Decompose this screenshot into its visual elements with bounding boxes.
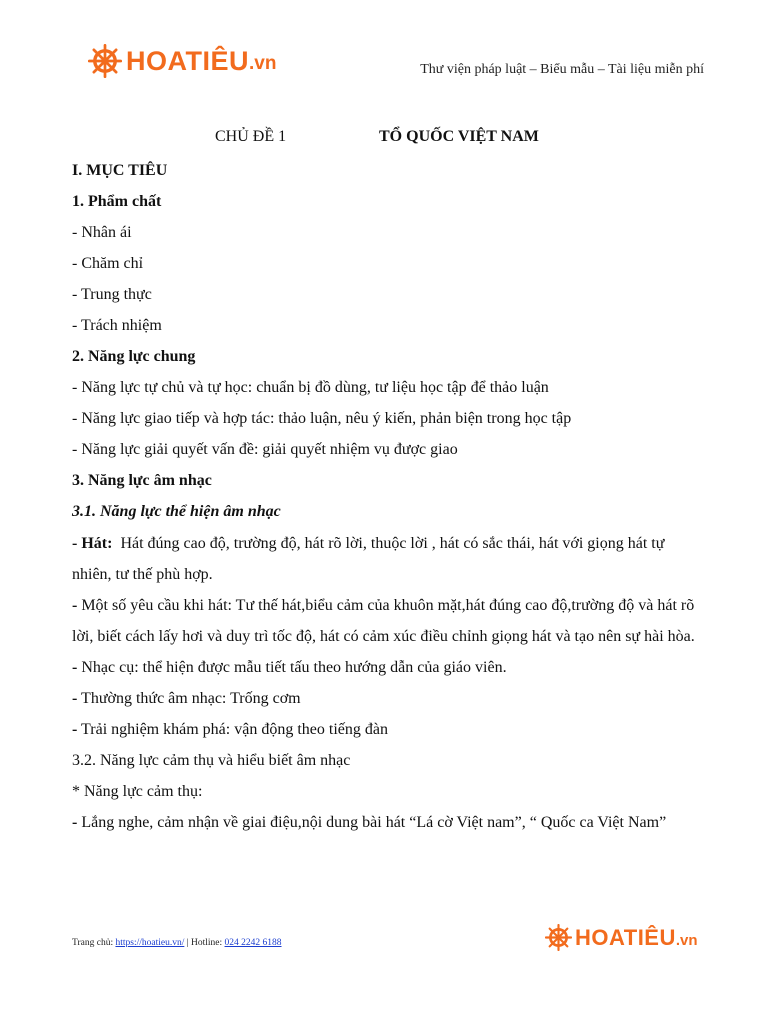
- paragraph: * Năng lực cảm thụ:: [72, 783, 203, 800]
- paragraph: [72, 714, 702, 745]
- homepage-link[interactable]: https://hoatieu.vn/: [115, 938, 185, 948]
- hoatieu-logo-header[interactable]: [88, 44, 276, 78]
- paragraph-label: -: [72, 659, 78, 676]
- paragraph-label: -: [72, 690, 78, 707]
- ship-wheel-icon: [545, 924, 572, 951]
- document-body: [72, 160, 702, 842]
- subsection-heading: 3. Năng lực âm nhạc: [72, 472, 212, 489]
- paragraph: [72, 807, 702, 838]
- subsection-heading: 2. Năng lực chung: [72, 348, 196, 365]
- list-item: - Năng lực giải quyết vấn đề: giải quyết nhiệm vụ được giao: [72, 441, 458, 458]
- paragraph: 3.2. Năng lực cảm thụ và hiểu biết âm nhạc: [72, 752, 351, 769]
- logo-wordmark: HOATIÊU: [575, 924, 676, 950]
- list-item: - Nhân ái: [72, 224, 132, 241]
- paragraph: [72, 528, 702, 590]
- hoatieu-logo-footer[interactable]: [545, 924, 698, 951]
- topic-number: CHỦ ĐỀ 1: [215, 128, 287, 145]
- paragraph-text: Hát đúng cao độ, trường độ, hát rõ lời, thuộc lời , hát có sắc thái, hát với giọng hát tự nhiên, tư thế phù hợp.: [72, 535, 665, 583]
- topic-title: TỔ QUỐC VIỆT NAM: [379, 128, 539, 145]
- footer-separator: | Hotline:: [184, 938, 225, 948]
- paragraph-label: -: [72, 721, 78, 738]
- paragraph-label: -: [72, 597, 78, 614]
- logo-wordmark: HOATIÊU: [126, 45, 249, 76]
- section-heading: I. MỤC TIÊU: [72, 162, 168, 179]
- paragraph: [72, 652, 702, 683]
- header-tagline: Thư viện pháp luật – Biểu mẫu – Tài liệu miễn phí: [420, 62, 704, 77]
- hotline-link[interactable]: 024 2242 6188: [224, 938, 282, 948]
- list-item: - Chăm chỉ: [72, 255, 144, 272]
- paragraph-text: Thường thức âm nhạc: Trống cơm: [81, 690, 301, 707]
- paragraph-text: Lắng nghe, cảm nhận về giai điệu,nội dung bài hát “Lá cờ Việt nam”, “ Quốc ca Việt Nam”: [81, 814, 667, 831]
- paragraph-text: Một số yêu cầu khi hát: Tư thế hát,biểu cảm của khuôn mặt,hát đúng cao độ,trường độ và hát rõ lời, biết cách lấy hơi và duy trì tốc độ, hát có cảm xúc điều chỉnh giọng hát và tạo nên sự hài hòa.: [72, 597, 695, 645]
- page-footer: [72, 938, 282, 948]
- list-item: - Năng lực tự chủ và tự học: chuẩn bị đồ dùng, tư liệu học tập để thảo luận: [72, 379, 549, 396]
- subsection-heading: 1. Phẩm chất: [72, 193, 162, 210]
- paragraph-text: Nhạc cụ: thể hiện được mẫu tiết tấu theo hướng dẫn của giáo viên.: [81, 659, 507, 676]
- paragraph-text: Trải nghiệm khám phá: vận động theo tiếng đàn: [81, 721, 388, 738]
- paragraph-label: - Hát:: [72, 535, 113, 552]
- list-item: - Trung thực: [72, 286, 152, 303]
- ship-wheel-icon: [88, 44, 122, 78]
- logo-tld: .vn: [249, 53, 277, 74]
- list-item: - Trách nhiệm: [72, 317, 162, 334]
- list-item: - Năng lực giao tiếp và hợp tác: thảo luận, nêu ý kiến, phản biện trong học tập: [72, 410, 572, 427]
- paragraph: [72, 590, 702, 652]
- sub-subsection-heading: 3.1. Năng lực thể hiện âm nhạc: [72, 503, 281, 520]
- paragraph: [72, 683, 702, 714]
- logo-tld: .vn: [675, 931, 698, 949]
- paragraph-label: -: [72, 814, 78, 831]
- footer-home-label: Trang chủ:: [72, 938, 116, 948]
